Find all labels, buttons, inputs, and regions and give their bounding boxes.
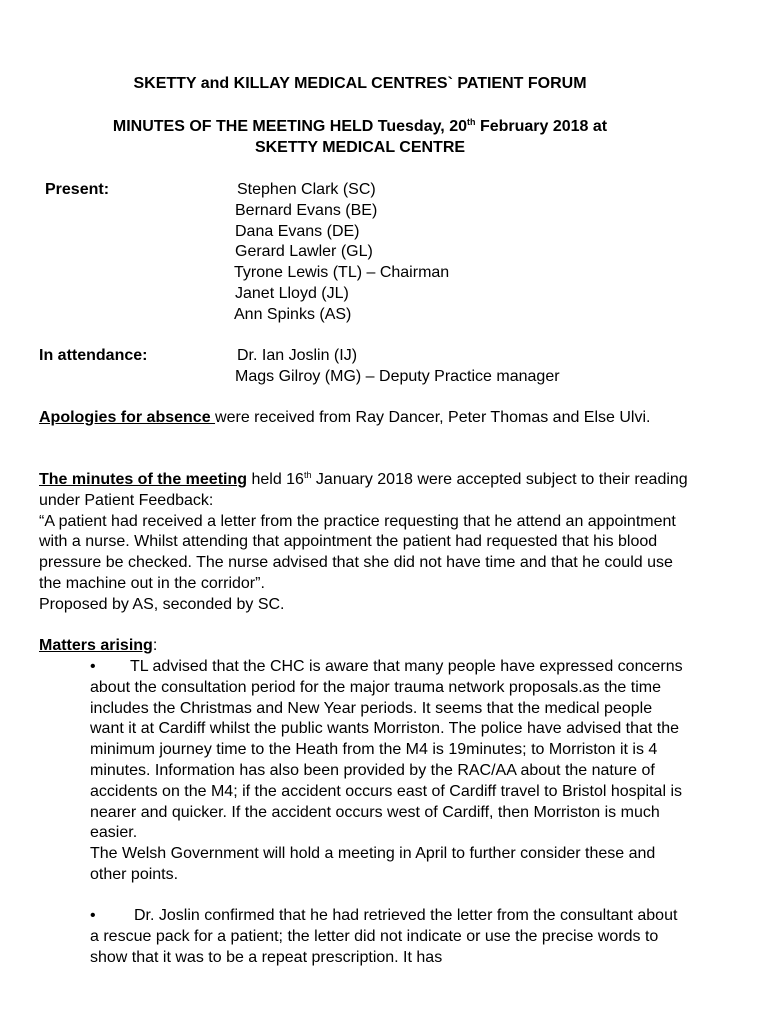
bullet-icon: • xyxy=(90,658,96,675)
matters-item-text: Dr. Joslin confirmed that he had retrieved the letter from the consultant about a rescue pack for a patient; the letter did not indicate or use the precise words to show that it was to be a repeat prescription. It has xyxy=(90,907,678,966)
matters-item xyxy=(90,906,690,968)
present-name: Dana Evans (DE) xyxy=(235,222,360,240)
present-name: Gerard Lawler (GL) xyxy=(235,243,373,261)
minutes-quote: “A patient had received a letter from the practice requesting that he attend an appointment with a nurse. Whilst attending that appointment the patient had requested that his blood pressure be checked. The nurse advised that she did not have time and that he could use the machine out in the corridor”. xyxy=(39,512,676,592)
matters-item-followup: The Welsh Government will hold a meeting in April to further consider these and other points. xyxy=(90,845,656,883)
matters-heading-line xyxy=(39,636,689,657)
present-name: Janet Lloyd (JL) xyxy=(235,284,349,302)
present-name: Ann Spinks (AS) xyxy=(234,305,352,323)
meeting-heading-suffix: February 2018 at xyxy=(475,118,608,135)
document-title: SKETTY and KILLAY MEDICAL CENTRES` PATIENT FORUM xyxy=(133,75,587,92)
minutes-text-prefix: held 16 xyxy=(247,471,304,488)
apologies-paragraph xyxy=(39,408,689,429)
matters-item-text: TL advised that the CHC is aware that many people have expressed concerns about the consultation period for the major trauma network proposals.as the time includes the Christmas and New Year periods. It seems that the medical people want it at Cardiff whilst the public wants Morriston. The police have advised that the minimum journey time to the Heath from the M4 is 19minutes; to Morriston it is 4 minutes. Information has also been provided by the RAC/AA about the nature of accidents on the M4; if the accident occurs east of Cardiff travel to Bristol hospital is nearer and quicker. If the accident occurs west of Cardiff, then Morriston is much easier. xyxy=(90,658,683,842)
meeting-heading xyxy=(0,117,720,138)
meeting-heading-sup: th xyxy=(467,117,476,127)
present-label: Present: xyxy=(45,181,110,198)
attendance-name: Dr. Ian Joslin (IJ) xyxy=(237,347,358,364)
minutes-paragraph xyxy=(39,470,689,616)
present-name: Tyrone Lewis (TL) – Chairman xyxy=(234,264,450,282)
matters-heading: Matters arising xyxy=(39,637,153,654)
present-name: Stephen Clark (SC) xyxy=(237,181,376,198)
meeting-venue: SKETTY MEDICAL CENTRE xyxy=(254,139,466,156)
matters-item xyxy=(90,657,690,886)
attendance-list xyxy=(235,346,560,388)
minutes-text-suffix: January 2018 were accepted subject to their reading under Patient Feedback: xyxy=(39,471,688,509)
minutes-proposed: Proposed by AS, seconded by SC. xyxy=(39,595,285,613)
bullet-icon: • xyxy=(90,907,96,924)
matters-colon: : xyxy=(152,637,158,654)
apologies-heading: Apologies for absence xyxy=(39,409,216,426)
attendance-name: Mags Gilroy (MG) – Deputy Practice manager xyxy=(235,367,560,385)
present-name: Bernard Evans (BE) xyxy=(235,201,378,219)
apologies-text: were received from Ray Dancer, Peter Thomas and Else Ulvi. xyxy=(215,409,651,426)
minutes-text-sup: th xyxy=(303,470,312,480)
minutes-heading: The minutes of the meeting xyxy=(39,471,248,488)
attendance-label: In attendance: xyxy=(39,347,148,364)
present-list xyxy=(235,180,449,326)
meeting-heading-prefix: MINUTES OF THE MEETING HELD Tuesday, 20 xyxy=(112,118,467,135)
